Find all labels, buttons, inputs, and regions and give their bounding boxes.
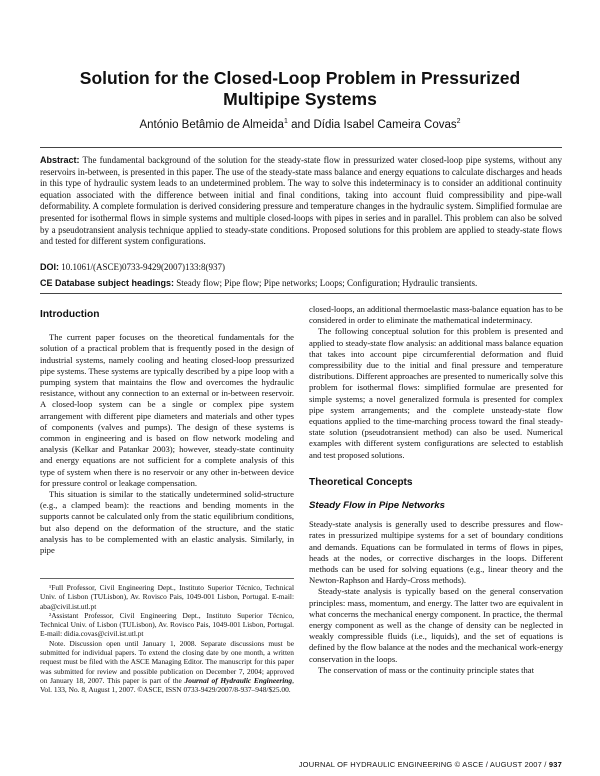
left-column	[40, 304, 294, 556]
subject-headings-value: Steady flow; Pipe flow; Pipe networks; Loops; Configuration; Hydraulic transients.	[176, 278, 478, 288]
running-footer-text: JOURNAL OF HYDRAULIC ENGINEERING © ASCE / AUGUST 2007 /	[298, 760, 547, 769]
header-bottom-divider	[40, 293, 562, 294]
doi-label: DOI:	[40, 262, 59, 272]
running-footer	[299, 760, 562, 769]
subject-headings-label: CE Database subject headings:	[40, 278, 175, 288]
right-paragraph-4: Steady-state analysis is typically based on the general conservation principles: mass, momentum, and energy. The latter two are equivalent in what concerns the mechanical energy component. In practice, the thermal energy component as well as the change of density can be neglected in weakly compressible fluids (i.e., liquids), and the set of equations is defined by the flow balance at the nodes and the mechanical work-energy conservation in the loops.	[309, 586, 563, 664]
intro-paragraph-1: The current paper focuses on the theoretical fundamentals for the solution of a practical problem that is frequently posed in the design of industrial systems, namely cooling and heating closed-loop pressurized pipe systems. These systems are typically described by a pipe loop with a pumping system that maintains the flow and overcomes the hydraulic resistance, without any connection to an external or in-between reservoir. A closed-loop system can be a single or complex pipe system arrangement with different pipe diameters and materials and other types of components (valves and pumps). The design of these systems is common in engineering and is based on flow network modeling and analysis (Kelkar and Patankar 2003); however, steady-state continuity and energy equations are not sufficient for a complete analysis of this type of system when there is no reservoir or any other in-between device for pressure control or leakage compensation.	[40, 332, 294, 488]
author-conjunction: and	[291, 118, 311, 131]
footnote-1: ¹Full Professor, Civil Engineering Dept., Instituto Superior Técnico, Technical Univ. of Lisbon (TULisbon), Av. Rovisco Pais, 1049-001 Lisbon, Portugal. E-mail: aba@civil.ist.utl.pt	[40, 583, 294, 611]
journal-name: Journal of Hydraulic Engineering	[184, 675, 293, 685]
right-paragraph-1: closed-loops, an additional thermoelastic mass-balance equation has to be considered in order to eliminate the mathematical indeterminacy.	[309, 304, 563, 326]
steady-flow-subheading: Steady Flow in Pipe Networks	[309, 500, 445, 512]
introduction-heading: Introduction	[40, 309, 100, 320]
doi-value[interactable]: 10.1061/(ASCE)0733-9429(2007)133:8(937)	[61, 262, 225, 272]
abstract-label: Abstract:	[40, 155, 80, 165]
author-line	[40, 118, 560, 131]
author-1-affiliation-mark: 1	[283, 118, 288, 125]
doi-line	[40, 262, 225, 272]
footnote-2: ²Assistant Professor, Civil Engineering Dept., Instituto Superior Técnico, Technical Univ. of Lisbon (TULisbon), Av. Rovisco Pais, 1049-001 Lisbon, Portugal. E-mail: didia.covas@civil.ist.utl.pt	[40, 610, 294, 639]
subject-headings	[40, 278, 477, 288]
right-paragraph-5: The conservation of mass or the continuity principle states that	[318, 664, 534, 675]
note-text-after: , Vol. 133, No. 8, August 1, 2007. ©ASCE, ISSN 0733-9429/2007/8-937–948/$25.00.	[40, 675, 294, 695]
intro-paragraph-2: This situation is similar to the statically undetermined solid-structure (e.g., a clamped beam): the reactions and bending moments in the supports cannot be calculated only from the static equilibrium conditions, but also depend on the deformation of the structure, and the static analysis has to be complemented with an elastic analysis. Similarly, in pipe	[40, 489, 294, 556]
footnote-note	[40, 639, 294, 695]
right-column	[309, 304, 563, 676]
paper-title: Solution for the Closed-Loop Problem in Pressurized Multipipe Systems	[79, 68, 521, 109]
abstract-text: The fundamental background of the solution for the steady-state flow in pressurized water closed-loop pipe systems, without any reservoirs in-between, is presented in this paper. The use of the steady-state mass balance and energy equations to calculate discharges and heads in this type of hydraulic system leads to an undetermined problem. The way to solve this indeterminacy is to consider an additional continuity equation associated with the difference between initial and final conditions, taking into account fluid compressibility and pipe-wall deformability. A complete formulation is derived considering pressure and temperature changes in the hydraulic system. Simplified formulae are presented for isothermal flows in simple systems and multiple closed-loops with pipes in series and in parallel. This problem can also be solved by a pseudotransient analysis technique applied to steady-state conditions. Proposed solutions for this problem are applied to steady-state flows and tested for different system configurations.	[40, 155, 562, 247]
note-text-before: Note. Discussion open until January 1, 2008. Separate discussions must be submitted for individual papers. To extend the closing date by one month, a written request must be filed with the ASCE Managing Editor. The manuscript for this paper was submitted for review and possible publication on December 7, 2004; approved on January 18, 2007. This paper is part of the	[40, 638, 294, 685]
abstract	[40, 155, 562, 248]
footnotes	[40, 583, 294, 695]
footnote-divider	[40, 578, 294, 579]
author-2: Dídia Isabel Cameira Covas	[313, 118, 457, 131]
author-1: António Betâmio de Almeida	[139, 118, 284, 131]
right-paragraph-3: Steady-state analysis is generally used to describe pressures and flow-rates in pressurized multipipe systems for a set of boundary conditions and demands. Equations can be formulated in terms of flows in pipes, heads at the nodes, or corrective discharges in the loops. Different methods can be used for solving equations (e.g., linear theory and the Newton-Raphson and Hardy-Cross methods).	[309, 519, 563, 586]
top-divider	[40, 147, 562, 148]
right-paragraph-2: The following conceptual solution for this problem is presented and applied to steady-state flow analysis: an additional mass balance equation that takes into account pipe circumferential deformation and fluid compressibility due to the initial and final pressure and temperature distributions. Different approaches are presented to numerically solve this problem for isothermal flows: simplified formulae are presented for simple systems; a novel generalized formula is presented for complex pipe system arrangements; and the complete unsteady-state flow equations applied to the time-marching process toward the final steady-state solution (pseudotransient method) can also be used. Numerical examples with different system configurations are selected to establish and test proposed solutions.	[309, 326, 563, 460]
theoretical-concepts-heading: Theoretical Concepts	[309, 476, 413, 488]
page-number: 937	[548, 760, 562, 769]
author-2-affiliation-mark: 2	[456, 118, 461, 125]
